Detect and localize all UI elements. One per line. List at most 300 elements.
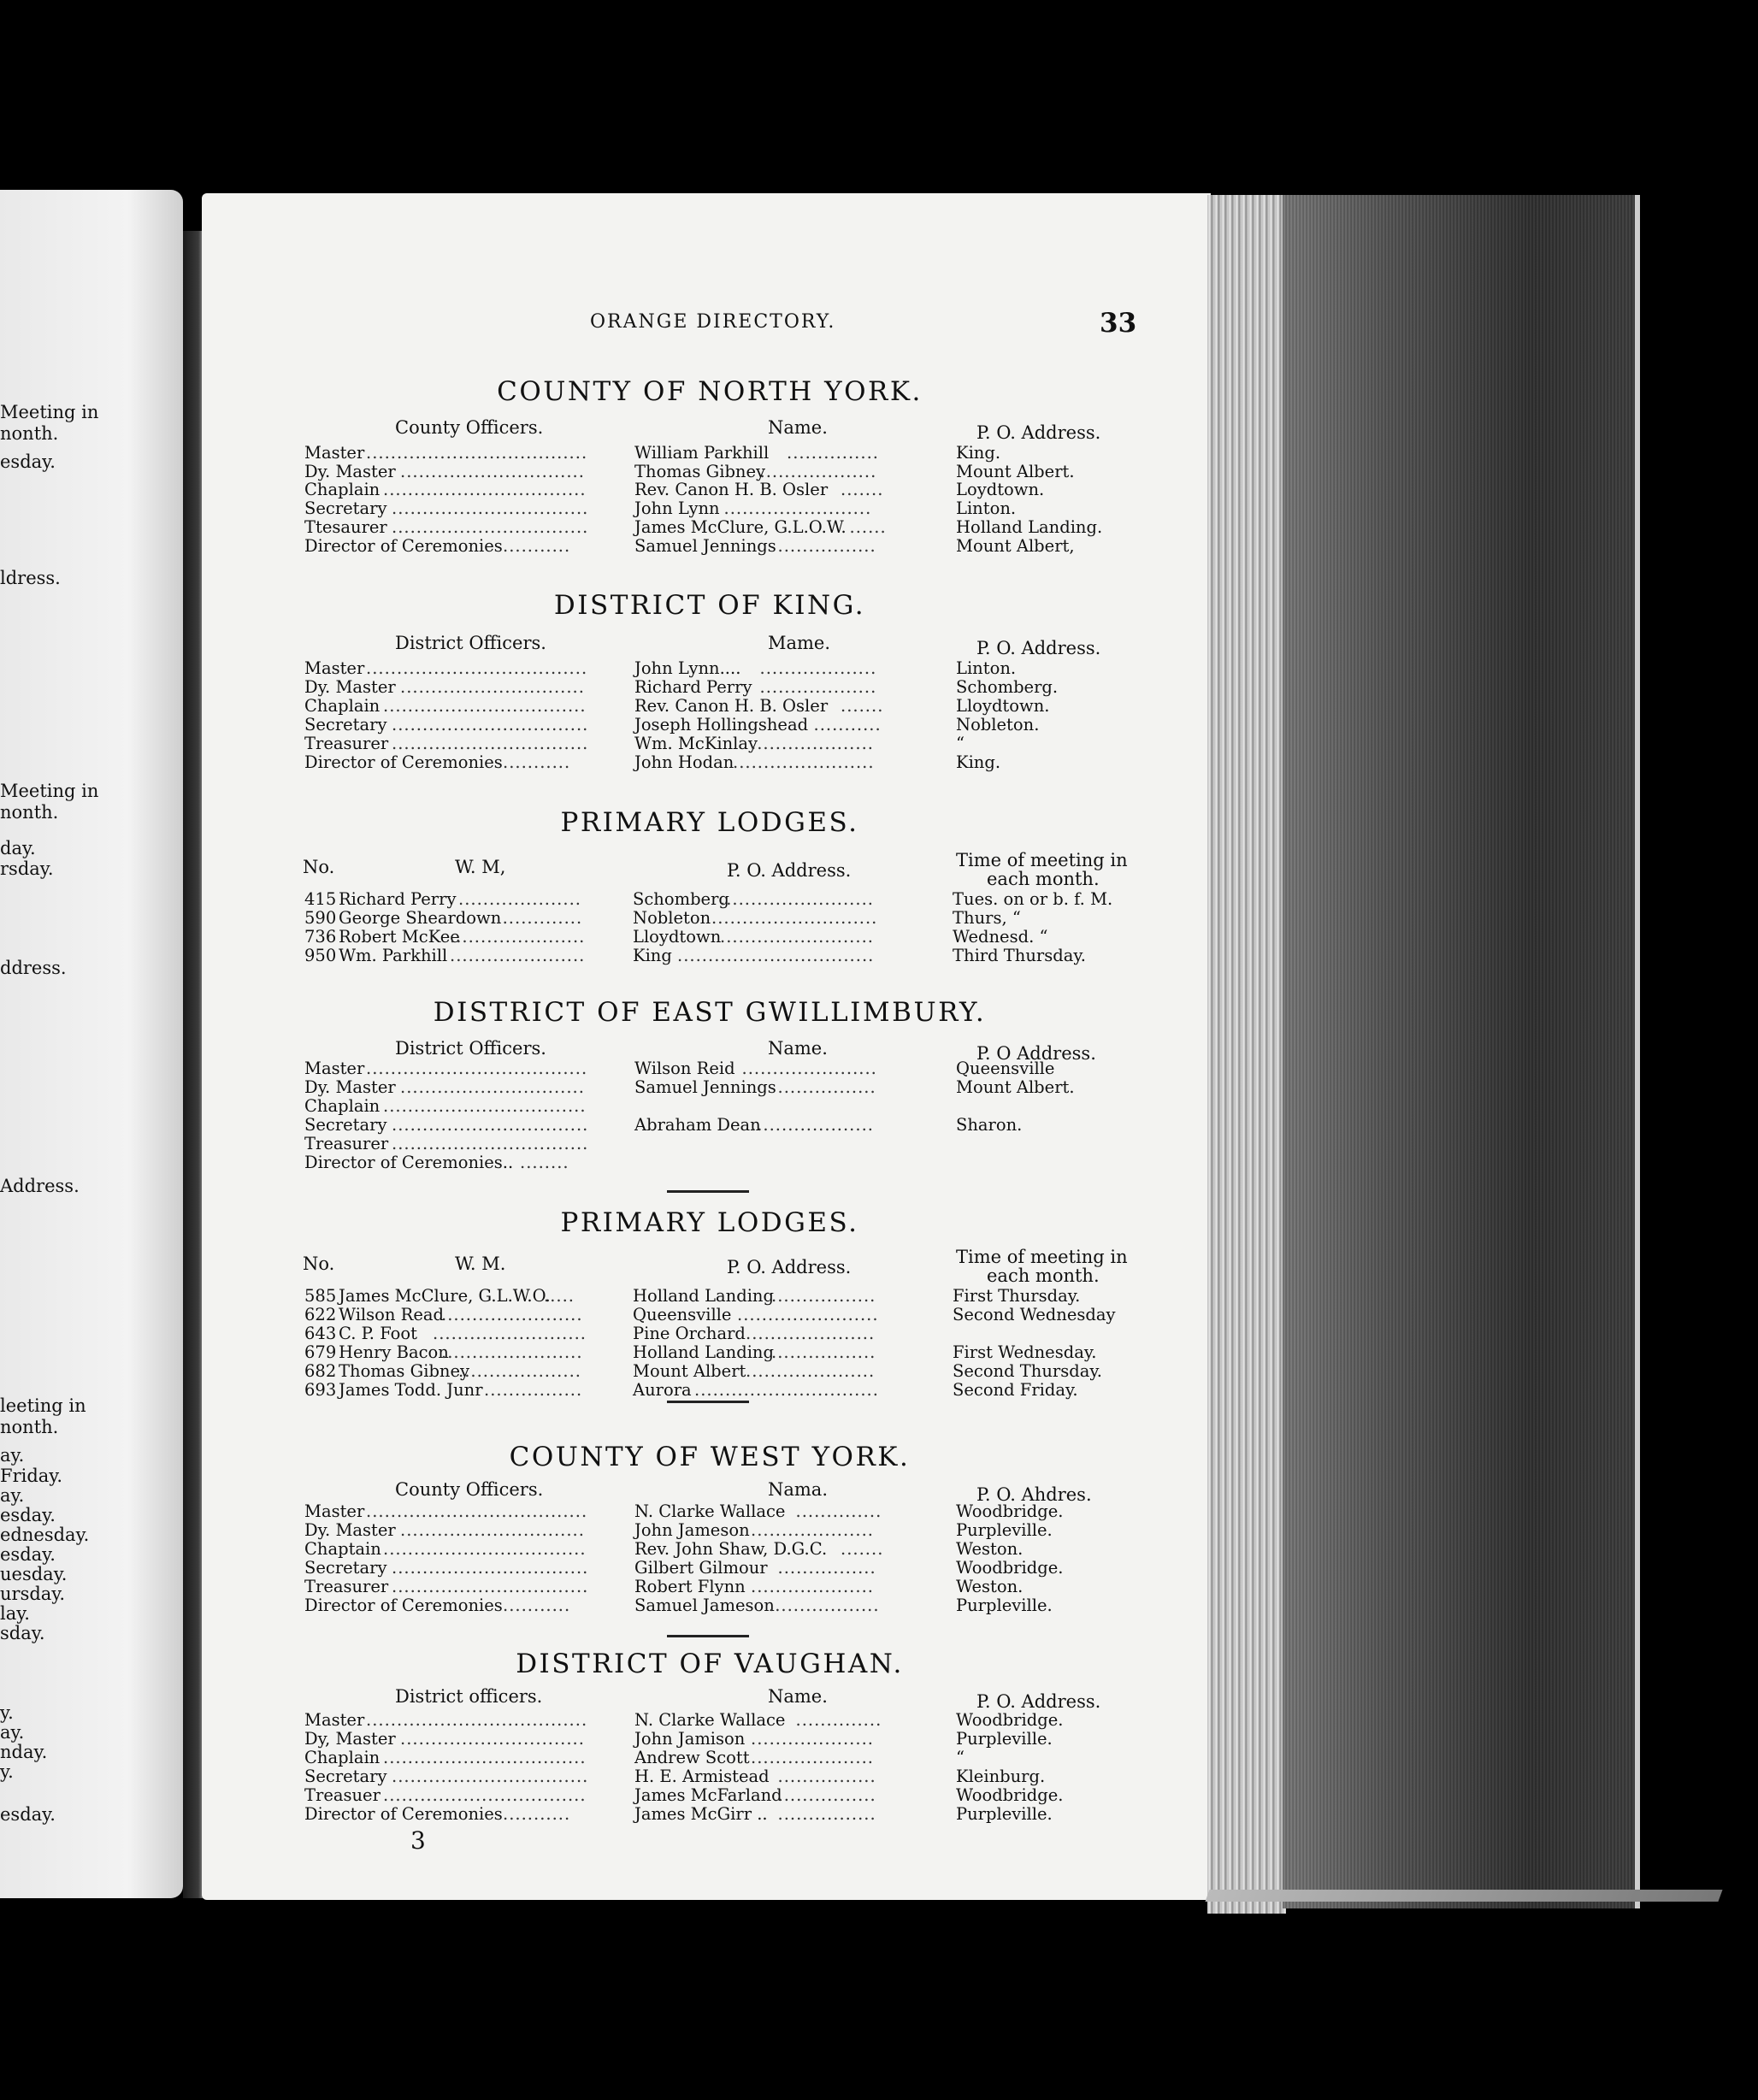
officer-address: Purpleville. [956, 1804, 1053, 1824]
column-header-name: Nama. [768, 1479, 829, 1500]
officer-name: N. Clarke Wallace [634, 1501, 786, 1521]
section-title: COUNTY OF NORTH YORK. [497, 376, 923, 407]
office-title: Treasurer [304, 1577, 389, 1596]
column-header-office: County Officers. [395, 1479, 544, 1500]
officer-name: John Jamison [634, 1729, 746, 1749]
leader-dots: .................................... [366, 1710, 588, 1730]
leader-dots: .............................. [400, 1077, 585, 1097]
leader-dots: .............................. [400, 1729, 585, 1749]
leader-dots: ................................ [392, 1558, 589, 1578]
officer-row [304, 536, 1125, 557]
leader-dots: ................................ [392, 1577, 589, 1596]
leader-dots: ................... [759, 462, 877, 481]
leader-dots: ...................... [450, 927, 586, 947]
leader-dots: ................................ [677, 946, 875, 965]
officer-address: Holland Landing. [956, 517, 1103, 537]
leader-dots: ......................... [720, 927, 874, 947]
leader-dots: .................... [751, 1520, 874, 1540]
office-title: Treasurer [304, 1134, 389, 1153]
leader-dots: ............... [787, 443, 879, 463]
officer-name: Samuel Jennings [634, 1077, 776, 1097]
officer-address: Purpleville. [956, 1520, 1053, 1540]
officer-row [304, 1134, 1125, 1154]
lodge-row [304, 908, 1142, 929]
section-title: DISTRICT OF KING. [553, 590, 866, 621]
page-edges [1207, 195, 1286, 1914]
lodge-address: Schomberg [633, 889, 729, 909]
leader-dots: ......................... [433, 1324, 587, 1343]
column-header-address: P. O. Address. [727, 1257, 852, 1277]
section-divider [667, 1190, 749, 1193]
lodge-number: 736 [304, 927, 337, 947]
column-header-time-sub: each month. [987, 1265, 1100, 1286]
officer-name: Richard Perry [634, 677, 752, 697]
leader-dots: ........... [503, 536, 571, 556]
lodge-meeting-time: Thurs, “ [953, 908, 1021, 928]
office-title: Chaplain [304, 1096, 381, 1116]
officer-address: Kleinburg. [956, 1767, 1046, 1786]
lodge-row [304, 1361, 1142, 1382]
lodge-number: 585 [304, 1286, 337, 1306]
officer-address: King. [956, 752, 1001, 772]
office-title: Secretary [304, 498, 387, 518]
leader-dots: .............. [795, 1710, 882, 1730]
leader-dots: ................ [777, 1767, 876, 1786]
officer-address: King. [956, 443, 1001, 463]
leader-dots: ....................... [733, 752, 875, 772]
office-title: Ttesaurer [304, 517, 387, 537]
section-title: COUNTY OF WEST YORK. [509, 1442, 911, 1472]
column-header-address: P. O. Ahdres. [976, 1484, 1092, 1505]
officer-row [304, 480, 1125, 500]
office-title: Chaptain [304, 1539, 381, 1559]
leader-dots: .................... [458, 1361, 581, 1381]
lodge-number: 950 [304, 946, 337, 965]
lodge-master: James McClure, G.L.W.O. [339, 1286, 551, 1306]
leader-dots: ....................... [737, 1305, 879, 1324]
leader-dots: ...................... [741, 1059, 877, 1078]
lodge-address: Lloydtown [633, 927, 722, 947]
left-page-fragment: Friday. [0, 1466, 63, 1486]
lodge-meeting-time: Wednesd. “ [953, 927, 1048, 947]
officer-name: James McClure, G.L.O.W. [634, 517, 847, 537]
leader-dots: ........... [503, 1804, 571, 1824]
office-title: Chaplain [304, 480, 381, 499]
officer-row [304, 715, 1125, 735]
officer-name: Samuel Jameson [634, 1596, 775, 1615]
book-block [1283, 195, 1640, 1908]
lodge-address: Nobleton [633, 908, 711, 928]
officer-name: Gilbert Gilmour [634, 1558, 768, 1578]
officer-address: Woodbridge. [956, 1501, 1064, 1521]
left-page-fragment: esday. [0, 1544, 56, 1565]
officer-address: Queensville [956, 1059, 1055, 1078]
leader-dots: ....... [841, 696, 884, 716]
lodge-number: 590 [304, 908, 337, 928]
column-header-office: District Officers. [395, 1038, 546, 1059]
left-page-fragment: Meeting in [0, 781, 99, 801]
officer-address: Woodbridge. [956, 1710, 1064, 1730]
leader-dots: .................................... [366, 1059, 588, 1078]
officer-address: Woodbridge. [956, 1558, 1064, 1578]
left-page-fragment: nonth. [0, 802, 59, 823]
column-header-address: P. O. Address. [976, 638, 1101, 658]
leader-dots: ................................. [383, 480, 587, 499]
lodge-master: Robert McKee [339, 927, 460, 947]
lodge-address: Mount Albert [633, 1361, 746, 1381]
leader-dots: ................................ [392, 1134, 589, 1153]
officer-row [304, 1729, 1125, 1749]
officer-name: Rev. John Shaw, D.G.C. [634, 1539, 828, 1559]
officer-row [304, 443, 1125, 463]
lodge-row [304, 1342, 1142, 1363]
leader-dots: .............................. [400, 1520, 585, 1540]
lodge-meeting-time: Second Friday. [953, 1380, 1078, 1400]
left-page-fragment: Meeting in [0, 402, 99, 422]
office-title: Dy. Master [304, 1520, 396, 1540]
leader-dots: ................. [771, 1286, 876, 1306]
officer-name: John Lynn.... [634, 658, 741, 678]
leader-dots: ........... [813, 715, 882, 734]
section-title: PRIMARY LODGES. [560, 807, 859, 838]
column-header-address: P. O. Address. [727, 860, 852, 881]
lodge-address: Holland Landing [633, 1286, 774, 1306]
officer-address: Purpleville. [956, 1596, 1053, 1615]
column-header-worshipful-master: W. M, [455, 857, 506, 877]
office-title: Director of Ceremonies [304, 752, 503, 772]
officer-name: Joseph Hollingshead [634, 715, 809, 734]
lodge-row [304, 927, 1142, 947]
leader-dots: .................... [751, 734, 874, 753]
lodge-row [304, 1324, 1142, 1344]
officer-name: John Jameson [634, 1520, 750, 1540]
leader-dots: ................................. [383, 1785, 587, 1805]
lodge-master: James Todd. Junr [339, 1380, 483, 1400]
officer-name: Thomas Gibney [634, 462, 766, 481]
officer-row [304, 1115, 1125, 1136]
officer-address: Weston. [956, 1539, 1024, 1559]
officer-row [304, 658, 1125, 679]
officer-address: Mount Albert, [956, 536, 1075, 556]
leader-dots: ................... [759, 677, 877, 697]
leader-dots: ................................. [383, 1748, 587, 1767]
office-title: Master [304, 443, 365, 463]
officer-name: William Parkhill [634, 443, 770, 463]
left-page [0, 190, 183, 1898]
lodge-address: Aurora [633, 1380, 692, 1400]
leader-dots: ....... [841, 480, 884, 499]
officer-row [304, 1501, 1125, 1522]
office-title: Dy. Master [304, 677, 396, 697]
leader-dots: .................... [751, 1115, 874, 1135]
section-title: DISTRICT OF EAST GWILLIMBURY. [433, 997, 987, 1028]
left-page-fragment: nday. [0, 1742, 48, 1762]
leader-dots: ................................ [392, 517, 589, 537]
office-title: Treasuer [304, 1785, 381, 1805]
lodge-meeting-time: Second Wednesday [953, 1305, 1116, 1324]
office-title: Secretary [304, 1115, 387, 1135]
left-page-fragment: ursday. [0, 1584, 66, 1604]
officer-name: Wm. McKinlay [634, 734, 758, 753]
left-page-fragment: nonth. [0, 1417, 59, 1437]
officer-row [304, 1096, 1125, 1117]
officer-name: John Hodan [634, 752, 734, 772]
leader-dots: .............................. [400, 462, 585, 481]
signature-mark: 3 [410, 1826, 426, 1855]
left-page-fragment: esday. [0, 1804, 56, 1825]
officer-address: Sharon. [956, 1115, 1023, 1135]
column-header-name: Name. [768, 1686, 828, 1707]
leader-dots: ........................... [711, 908, 878, 928]
left-page-fragment: ay. [0, 1445, 25, 1466]
lodge-meeting-time: Second Thursday. [953, 1361, 1102, 1381]
officer-address: Linton. [956, 658, 1017, 678]
officer-row [304, 1785, 1125, 1806]
column-header-number: No. [303, 857, 335, 877]
column-header-number: No. [303, 1254, 335, 1274]
lodge-master: Richard Perry [339, 889, 457, 909]
lodge-meeting-time: First Wednesday. [953, 1342, 1097, 1362]
lodge-address: Queensville [633, 1305, 732, 1324]
office-title: Master [304, 1501, 365, 1521]
leader-dots: .................................... [366, 658, 588, 678]
leader-dots: ........... [503, 1596, 571, 1615]
officer-name: Wilson Reid [634, 1059, 735, 1078]
officer-row [304, 677, 1125, 698]
lodge-meeting-time: Third Thursday. [953, 946, 1086, 965]
column-header-time-sub: each month. [987, 869, 1100, 889]
officer-row [304, 1804, 1125, 1825]
leader-dots: .................................... [366, 443, 588, 463]
officer-row [304, 517, 1125, 538]
officer-address: Purpleville. [956, 1729, 1053, 1749]
column-header-office: District Officers. [395, 633, 546, 653]
lodge-master: Wilson Read [339, 1305, 445, 1324]
running-head: ORANGE DIRECTORY. [590, 311, 836, 333]
leader-dots: ................................ [392, 734, 589, 753]
officer-name: James McFarland [634, 1785, 782, 1805]
officer-address: Linton. [956, 498, 1017, 518]
leader-dots: .................... [751, 1577, 874, 1596]
left-page-fragment: nonth. [0, 423, 59, 444]
officer-row [304, 1520, 1125, 1541]
column-header-address: P. O. Address. [976, 1691, 1101, 1712]
lodge-master: Thomas Gibney [339, 1361, 470, 1381]
office-title: Director of Ceremonies.. [304, 1153, 514, 1172]
column-header-name: Name. [768, 417, 828, 438]
lodge-number: 679 [304, 1342, 337, 1362]
officer-row [304, 1558, 1125, 1578]
leader-dots: ................. [771, 1342, 876, 1362]
officer-name: Andrew Scott [634, 1748, 750, 1767]
officer-address: Loydtown. [956, 480, 1045, 499]
leader-dots: ........ [520, 1153, 569, 1172]
leader-dots: ................................. [383, 696, 587, 716]
officer-address: Woodbridge. [956, 1785, 1064, 1805]
officer-row [304, 696, 1125, 717]
left-page-fragment: sday. [0, 1623, 45, 1643]
leader-dots: ................ [777, 1558, 876, 1578]
office-title: Secretary [304, 1558, 387, 1578]
leader-dots: ................................. [383, 1539, 587, 1559]
section-title: DISTRICT OF VAUGHAN. [516, 1649, 904, 1679]
left-page-fragment: Address. [0, 1176, 80, 1196]
office-title: Treasurer [304, 734, 389, 753]
leader-dots: ................ [484, 1380, 583, 1400]
leader-dots: ........... [503, 752, 571, 772]
column-header-time: Time of meeting in [956, 850, 1128, 870]
officer-row [304, 1539, 1125, 1560]
leader-dots: .................... [458, 889, 581, 909]
lodge-number: 643 [304, 1324, 337, 1343]
office-title: Secretary [304, 715, 387, 734]
officer-row [304, 1077, 1125, 1098]
officer-row [304, 734, 1125, 754]
lodge-row [304, 1286, 1142, 1307]
left-page-fragment: esday. [0, 1505, 56, 1525]
leader-dots: ................................ [392, 1767, 589, 1786]
officer-row [304, 1710, 1125, 1731]
officer-row [304, 1596, 1125, 1616]
column-header-worshipful-master: W. M. [455, 1254, 506, 1274]
left-page-fragment: esday. [0, 451, 56, 472]
column-header-address: P. O. Address. [976, 422, 1101, 443]
leader-dots: ..... [544, 1286, 575, 1306]
leader-dots: ....................... [441, 1342, 583, 1362]
left-page-fragment: y. [0, 1761, 14, 1782]
column-header-name: Mame. [768, 633, 831, 653]
lodge-address: King [633, 946, 672, 965]
office-title: Master [304, 658, 365, 678]
lodge-row [304, 1305, 1142, 1325]
officer-address: Weston. [956, 1577, 1024, 1596]
section-divider [667, 1401, 749, 1403]
lodge-number: 622 [304, 1305, 337, 1324]
officer-name: Rev. Canon H. B. Osler [634, 480, 829, 499]
leader-dots: ................ [777, 1804, 876, 1824]
leader-dots: ................ [777, 1077, 876, 1097]
leader-dots: .................. [769, 1596, 880, 1615]
office-title: Chaplain [304, 696, 381, 716]
leader-dots: .................................... [366, 1501, 588, 1521]
column-header-office: District officers. [395, 1686, 543, 1707]
office-title: Master [304, 1059, 365, 1078]
section-divider [667, 1635, 749, 1637]
left-page-fragment: leeting in [0, 1395, 86, 1416]
column-header-name: Name. [768, 1038, 828, 1059]
officer-name: N. Clarke Wallace [634, 1710, 786, 1730]
officer-row [304, 1577, 1125, 1597]
office-title: Dy. Master [304, 1077, 396, 1097]
officer-address: Mount Albert. [956, 462, 1075, 481]
officer-address: Lloydtown. [956, 696, 1050, 716]
officer-address: “ [956, 734, 965, 753]
officer-address: Mount Albert. [956, 1077, 1075, 1097]
officer-name: Samuel Jennings [634, 536, 776, 556]
leader-dots: .............................. [400, 677, 585, 697]
left-page-fragment: ednesday. [0, 1525, 90, 1545]
left-page-fragment: ddress. [0, 958, 67, 978]
officer-name: James McGirr .. [634, 1804, 768, 1824]
page-number: 33 [1100, 308, 1137, 339]
officer-name: Rev. Canon H. B. Osler [634, 696, 829, 716]
officer-row [304, 1153, 1125, 1173]
officer-row [304, 1767, 1125, 1787]
leader-dots: ................................ [392, 498, 589, 518]
leader-dots: ..................... [746, 1324, 876, 1343]
leader-dots: ...... [849, 517, 887, 537]
lodge-number: 415 [304, 889, 337, 909]
leader-dots: ................ [777, 536, 876, 556]
book-bottom-edge [1205, 1890, 1722, 1902]
officer-name: John Lynn [634, 498, 720, 518]
office-title: Dy, Master [304, 1729, 396, 1749]
leader-dots: ................................. [383, 1096, 587, 1116]
officer-row [304, 1748, 1125, 1768]
lodge-address: Holland Landing [633, 1342, 774, 1362]
office-title: Secretary [304, 1767, 387, 1786]
leader-dots: .............................. [694, 1380, 879, 1400]
left-page-fragment: day. [0, 838, 36, 858]
officer-row [304, 1059, 1125, 1079]
officer-address: Nobleton. [956, 715, 1040, 734]
lodge-master: C. P. Foot [339, 1324, 417, 1343]
left-page-fragment: ay. [0, 1485, 25, 1506]
officer-name: Robert Flynn [634, 1577, 746, 1596]
left-page-fragment: uesday. [0, 1564, 68, 1584]
officer-address: “ [956, 1748, 965, 1767]
lodge-master: Wm. Parkhill [339, 946, 448, 965]
leader-dots: ..................... [746, 1361, 876, 1381]
leader-dots: ................... [759, 658, 877, 678]
leader-dots: .................... [751, 1748, 874, 1767]
section-title: PRIMARY LODGES. [560, 1207, 859, 1238]
left-page-fragment: ldress. [0, 568, 61, 588]
leader-dots: .................... [751, 1729, 874, 1749]
column-header-time: Time of meeting in [956, 1247, 1128, 1267]
officer-name: Abraham Dean [634, 1115, 761, 1135]
office-title: Master [304, 1710, 365, 1730]
left-page-fragment: rsday. [0, 858, 54, 879]
officer-row [304, 498, 1125, 519]
office-title: Chaplain [304, 1748, 381, 1767]
leader-dots: ...................... [450, 946, 586, 965]
leader-dots: ......................... [720, 889, 874, 909]
lodge-row [304, 889, 1142, 910]
column-header-office: County Officers. [395, 417, 544, 438]
leader-dots: ........................ [723, 498, 872, 518]
leader-dots: ................................ [392, 1115, 589, 1135]
left-page-fragment: y. [0, 1702, 14, 1723]
lodge-row [304, 1380, 1142, 1401]
office-title: Dy. Master [304, 462, 396, 481]
left-page-fragment: lay. [0, 1603, 30, 1624]
leader-dots: ....................... [441, 1305, 583, 1324]
officer-row [304, 752, 1125, 773]
leader-dots: ....... [841, 1539, 884, 1559]
lodge-row [304, 946, 1142, 966]
lodge-master: George Sheardown [339, 908, 502, 928]
lodge-meeting-time: Tues. on or b. f. M. [953, 889, 1113, 909]
leader-dots: .............. [795, 1501, 882, 1521]
leader-dots: ................................ [392, 715, 589, 734]
lodge-meeting-time: First Thursday. [953, 1286, 1081, 1306]
lodge-number: 693 [304, 1380, 337, 1400]
lodge-number: 682 [304, 1361, 337, 1381]
officer-address: Schomberg. [956, 677, 1059, 697]
office-title: Director of Ceremonies [304, 1804, 503, 1824]
lodge-master: Henry Bacon [339, 1342, 449, 1362]
